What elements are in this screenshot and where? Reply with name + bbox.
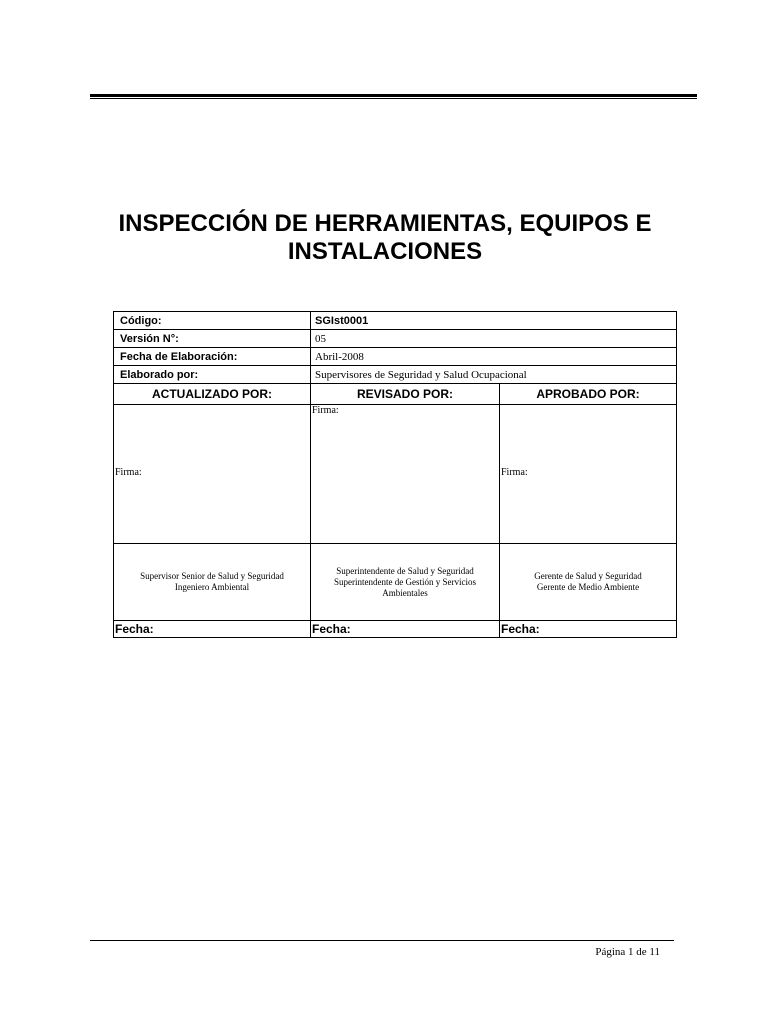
meta-row-fecha-elaboracion — [114, 348, 677, 366]
firma-label: Firma: — [115, 467, 142, 478]
title-line-2: INSTALACIONES — [287, 238, 483, 265]
signature-box-row — [114, 405, 677, 544]
meta-label-elaborado-por: Elaborado por: — [114, 366, 311, 384]
footer-rule — [90, 940, 674, 941]
role-line: Gerente de Salud y Seguridad — [534, 571, 642, 581]
role-actualizado — [114, 544, 311, 621]
page-number: Página 1 de 11 — [595, 946, 660, 958]
signature-header-row — [114, 384, 677, 405]
meta-value-codigo: SGIst0001 — [311, 312, 677, 330]
document-title — [90, 210, 680, 266]
signature-box-revisado — [311, 405, 500, 544]
meta-row-version — [114, 330, 677, 348]
role-line: Superintendente de Gestión y Servicios Ambientales — [334, 576, 476, 598]
meta-value-fecha-elaboracion: Abril-2008 — [311, 348, 677, 366]
header-aprobado-por: APROBADO POR: — [500, 384, 677, 405]
header-rule-thick — [90, 94, 697, 97]
fecha-aprobado: Fecha: — [500, 621, 677, 638]
document-control-table — [113, 311, 677, 638]
header-rule-thin — [90, 98, 697, 99]
firma-label: Firma: — [501, 467, 528, 478]
title-line-1: INSPECCIÓN DE HERRAMIENTAS, EQUIPOS E — [118, 210, 652, 237]
role-revisado — [311, 544, 500, 621]
fecha-row — [114, 621, 677, 638]
meta-label-version: Versión N°: — [114, 330, 311, 348]
role-line: Gerente de Medio Ambiente — [536, 582, 640, 592]
header-revisado-por: REVISADO POR: — [311, 384, 500, 405]
role-aprobado — [500, 544, 677, 621]
role-line: Ingeniero Ambiental — [174, 582, 250, 592]
signature-box-actualizado — [114, 405, 311, 544]
meta-label-codigo: Código: — [114, 312, 311, 330]
role-line: Superintendente de Salud y Seguridad — [336, 565, 474, 576]
meta-label-fecha-elaboracion: Fecha de Elaboración: — [114, 348, 311, 366]
header-actualizado-por: ACTUALIZADO POR: — [114, 384, 311, 405]
fecha-actualizado: Fecha: — [114, 621, 311, 638]
meta-row-elaborado-por — [114, 366, 677, 384]
role-line: Supervisor Senior de Salud y Seguridad — [140, 571, 284, 581]
meta-value-elaborado-por: Supervisores de Seguridad y Salud Ocupacional — [311, 366, 677, 384]
meta-value-version: 05 — [311, 330, 677, 348]
firma-label: Firma: — [312, 405, 339, 416]
meta-row-codigo — [114, 312, 677, 330]
signature-role-row — [114, 544, 677, 621]
signature-box-aprobado — [500, 405, 677, 544]
fecha-revisado: Fecha: — [311, 621, 500, 638]
